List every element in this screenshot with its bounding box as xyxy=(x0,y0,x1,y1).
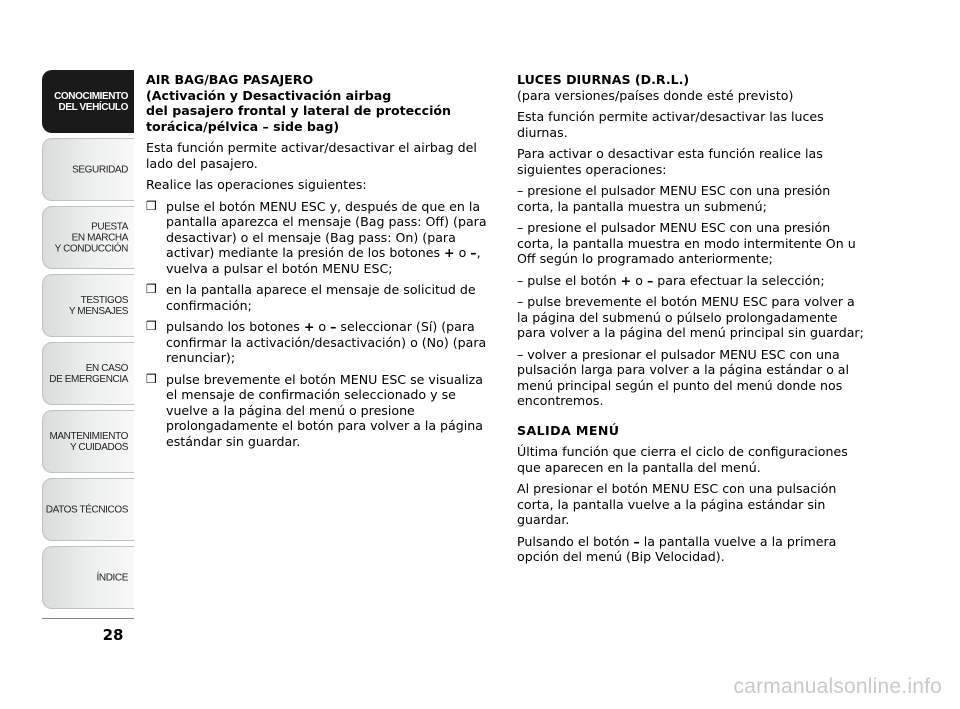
plus-symbol: + xyxy=(444,245,455,260)
exit-menu-text: Última función que cierra el ciclo de configuraciones que aparecen en la pantalla del menú. xyxy=(517,444,848,475)
airbag-bullet xyxy=(146,372,498,450)
minus-symbol: – xyxy=(330,319,337,334)
bullet-text: pulse el botón MENU ESC y, después de que en la pantalla aparezca el mensaje (Bag pass: Off) (para desactivar) o el mensaje (Bag pass: On) (para activar) mediante la presión de los botones xyxy=(166,198,487,260)
section-tabs xyxy=(42,70,134,614)
tab-mantenimiento-y-cuidados[interactable] xyxy=(42,410,134,473)
exit-menu-text xyxy=(517,534,867,565)
bullet-text: pulse brevemente el botón MENU ESC se visualiza el mensaje de confirmación seleccionado y se vuelve a la página del menú o presione prolongadamente el botón para volver a la página estándar sin guardar. xyxy=(166,371,483,449)
airbag-bullet xyxy=(146,282,498,313)
tab-testigos-y-mensajes[interactable] xyxy=(42,274,134,337)
tab-datos-tecnicos[interactable] xyxy=(42,478,134,541)
airbag-heading-line: del pasajero frontal y lateral de protección xyxy=(146,103,452,118)
exit-menu-text: Al presionar el botón MENU ESC con una pulsación corta, la pantalla vuelve a la página estándar sin guardar. xyxy=(517,481,837,527)
minus-symbol: – xyxy=(470,245,477,260)
step-text: para efectuar la selección; xyxy=(653,272,825,288)
drl-step: – volver a presionar el pulsador MENU ESC con una pulsación larga para volver a la página estándar o al menú principal según el punto del menú donde nos encontremos. xyxy=(517,346,850,408)
tab-label: PUESTA EN MARCHA Y CONDUCCIÓN xyxy=(54,221,128,254)
airbag-heading-line: (Activación y Desactivación airbag xyxy=(146,87,392,103)
exit-text: Pulsando el botón xyxy=(517,533,634,549)
tab-conocimiento-del-vehiculo[interactable] xyxy=(42,70,134,133)
page-number: 28 xyxy=(102,626,124,644)
checkbox-bullet-icon: ❒ xyxy=(146,319,157,333)
watermark: carmanualsonline.info xyxy=(733,675,942,698)
tab-label: EN CASO DE EMERGENCIA xyxy=(49,362,128,385)
airbag-heading-line: torácica/pélvica – side bag) xyxy=(146,118,340,134)
tab-en-caso-de-emergencia[interactable] xyxy=(42,342,134,405)
step-text: – pulse el botón xyxy=(517,272,621,288)
tab-label: SEGURIDAD xyxy=(72,164,128,175)
tab-label: ÍNDICE xyxy=(96,572,128,583)
exit-menu-heading: SALIDA MENÚ xyxy=(517,422,620,438)
airbag-heading-line: AIR BAG/BAG PASAJERO xyxy=(146,72,314,87)
airbag-instruction: Realice las operaciones siguientes: xyxy=(146,177,367,192)
tab-label: CONOCIMIENTO DEL VEHÍCULO xyxy=(54,90,128,113)
drl-instruction: Para activar o desactivar esta función realice las siguientes operaciones: xyxy=(517,146,823,177)
tab-puesta-en-marcha[interactable] xyxy=(42,206,134,269)
drl-intro: Esta función permite activar/desactivar las luces diurnas. xyxy=(517,109,824,140)
minus-symbol: – xyxy=(633,533,640,549)
checkbox-bullet-icon: ❒ xyxy=(146,282,157,296)
bullet-text: pulsando los botones xyxy=(166,319,304,334)
tab-seguridad[interactable] xyxy=(42,138,134,201)
step-text: o xyxy=(631,272,647,288)
drl-step: – pulse brevemente el botón MENU ESC para volver a la página del submenú o púlselo prolongadamente para volver a la página del menú principal sin guardar; xyxy=(517,294,864,340)
exit-text: la pantalla vuelve a la primera opción del menú (Bip Velocidad). xyxy=(517,533,837,564)
page-number-rule xyxy=(42,618,134,619)
drl-heading: LUCES DIURNAS (D.R.L.) xyxy=(517,72,690,87)
airbag-bullet xyxy=(146,319,498,366)
drl-step xyxy=(517,273,867,289)
bullet-text: o xyxy=(454,245,471,260)
bullet-text: o xyxy=(314,319,331,334)
tab-label: MANTENIMIENTO Y CUIDADOS xyxy=(49,430,128,453)
drl-step: – presione el pulsador MENU ESC con una presión corta, la pantalla muestra en modo intermitente On u Off según lo programado anteriormente; xyxy=(517,220,856,266)
minus-symbol: – xyxy=(646,272,654,288)
plus-symbol: + xyxy=(303,319,315,334)
airbag-bullet xyxy=(146,199,498,277)
drl-step: – presione el pulsador MENU ESC con una presión corta, la pantalla muestra un submenú; xyxy=(517,183,831,214)
tab-label: TESTIGOS Y MENSAJES xyxy=(68,294,128,317)
tab-label: DATOS TÉCNICOS xyxy=(45,504,128,515)
bullet-text: en la pantalla aparece el mensaje de solicitud de confirmación; xyxy=(166,282,476,313)
drl-subheading: (para versiones/países donde esté previsto) xyxy=(517,87,794,103)
airbag-intro: Esta función permite activar/desactivar el airbag del lado del pasajero. xyxy=(146,140,477,171)
drl-section xyxy=(517,72,867,571)
airbag-section xyxy=(146,72,498,455)
bullet-text: seleccionar (Sí) (para confirmar la activación/desactivación) o (No) (para renunciar); xyxy=(166,319,487,365)
plus-symbol: + xyxy=(620,272,632,288)
checkbox-bullet-icon: ❒ xyxy=(146,198,157,213)
tab-indice[interactable] xyxy=(42,546,134,609)
airbag-heading xyxy=(146,72,498,134)
checkbox-bullet-icon: ❒ xyxy=(146,371,157,386)
bullet-text: , vuelva a pulsar el botón MENU ESC; xyxy=(166,245,481,276)
